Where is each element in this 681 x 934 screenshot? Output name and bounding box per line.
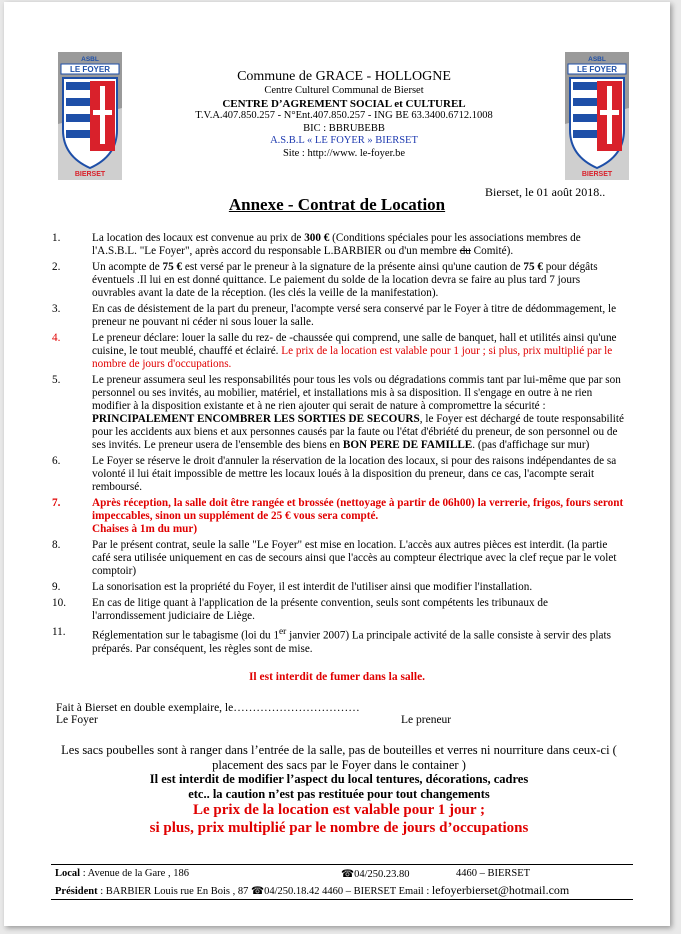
clause-number: 10.: [52, 597, 66, 609]
clause-text: est versé par le preneur à la signature de la présente ainsi qu'une caution de: [182, 261, 524, 273]
svg-text:LE FOYER: LE FOYER: [576, 65, 618, 74]
clause-text: , le Foyer est déchargé de toute responsabilité pour les accidents aux biens et aux personnes causés par la faute ou l'état d'ébriété du preneur, de son personnel ou de ses invités. Le preneur usera de l'ensemble des biens en: [92, 413, 624, 451]
clause-text: . (pas d'affichage sur mur): [472, 439, 590, 451]
president-phone: ☎04/250.18.42: [251, 886, 320, 897]
footer-local-row: [55, 868, 189, 879]
acompte-amount: 75 €: [162, 261, 183, 273]
le-foyer-logo-left: [58, 52, 122, 180]
caution-amount: 75 €: [523, 261, 543, 273]
caution-warning: etc.. la caution n’est pas restituée pour tout changements: [188, 786, 490, 801]
price-validity-note: Le prix de la location est valable pour 1 jour ; si plus, prix multiplié par le nombre de jours d'occupations.: [92, 345, 613, 370]
clause-number: 8.: [52, 539, 61, 551]
commune-name: Commune de GRACE - HOLLOGNE: [237, 69, 451, 84]
struck-text: du: [459, 245, 471, 257]
date-line: Bierset, le 01 août 2018..: [485, 185, 606, 199]
clause-number: 9.: [52, 581, 61, 593]
svg-text:BIERSET: BIERSET: [581, 171, 613, 178]
clause-text: Le preneur assumera seul les responsabilités pour tous les vols ou dégradations commis tant par lui-même que par son personnel ou ses invités, au mobilier, matériel, et installations mis à sa disposition. Il s'engage en outre à ne rien modifier à la disposition existante et à ne rien ajouter qui serait de nature à compromettre la sécurité :: [92, 374, 621, 412]
clause-4: [52, 332, 624, 371]
clause-text: La location des locaux est convenue au prix de: [92, 232, 305, 244]
tva-line: T.V.A.407.850.257 - N°Ent.407.850.257 - ING BE 63.3400.6712.1008: [195, 110, 493, 121]
clause-number: 11.: [52, 626, 66, 638]
email-address[interactable]: lefoyerbierset@hotmail.com: [431, 883, 570, 897]
clause-9: [52, 581, 624, 594]
clause-text: Réglementation sur le tabagisme (loi du 1: [92, 629, 280, 642]
clause-text: En cas de litige quant à l'application de la présente convention, seuls sont compétents les tribunaux de l'arrondissement judiciaire de Liège.: [92, 597, 548, 622]
president-address: : BARBIER Louis rue En Bois , 87: [97, 886, 251, 897]
clause-text: pour dégâts éventuels .Il lui en est donné quittance. Le paiement du solde de la location devra se faire au plus tard 7 jours ouvrables avant la date de la réception. (les clés la veille de la manifestation).: [92, 261, 598, 299]
clause-text: Après réception, la salle doit être rangée et brossée (nettoyage à partir de 06h00) la verrerie, frigos, fours seront impeccables, sinon un supplément de 25 € vous sera compté.: [92, 497, 624, 522]
chairs-note: Chaises à 1m du mur): [92, 523, 198, 535]
made-in-line: Fait à Bierset en double exemplaire, le……………………………: [56, 702, 360, 714]
clause-7: [52, 497, 624, 536]
asbl-name: A.S.B.L « LE FOYER » BIERSET: [270, 135, 418, 146]
clause-number: 3.: [52, 303, 61, 315]
website-line[interactable]: Site : http://www. le-foyer.be: [282, 147, 406, 159]
clause-text: En cas de désistement de la part du preneur, l'acompte versé sera conservé par le Foyer à titre de dédommagement, le preneur ne pouvant ni céder ni sous louer la salle.: [92, 303, 617, 328]
footer-contact: [51, 864, 633, 900]
clause-text: Par le présent contrat, seule la salle "Le Foyer" est mise en location. L'accès aux autres pièces est interdit. (la partie café sera utilisée uniquement en cas de secours ainsi que l'accès au compteur électrique avec la clef reçue par le volet comptoir): [92, 539, 617, 577]
le-foyer-logo-right: [565, 52, 629, 180]
signature-preneur: Le preneur: [401, 714, 452, 726]
emergency-exits-warning: PRINCIPALEMENT ENCOMBRER LES SORTIES DE SECOURS: [92, 413, 420, 425]
clause-text: La sonorisation est la propriété du Foyer, il est interdit de l'utiliser ainsi que modifier l'installation.: [92, 581, 533, 593]
document-page: [4, 2, 670, 926]
clause-6: [52, 455, 624, 494]
clause-number: 7.: [52, 497, 61, 509]
clause-text: Comité).: [470, 245, 514, 257]
clause-number: 1.: [52, 232, 61, 244]
local-address: : Avenue de la Gare , 186: [80, 868, 189, 879]
clause-10: [52, 597, 624, 623]
clause-2: [52, 261, 624, 300]
clause-8: [52, 539, 624, 578]
clause-11: [52, 626, 624, 656]
clause-number: 4.: [52, 332, 61, 344]
clause-number: 6.: [52, 455, 61, 467]
clause-5: [52, 374, 624, 452]
local-phone: ☎04/250.23.80: [341, 869, 410, 880]
clause-1: [52, 232, 624, 258]
president-city: 4460 – BIERSET Email :: [319, 886, 432, 897]
local-label: Local: [55, 868, 81, 879]
centre-culturel: Centre Culturel Communal de Bierset: [264, 85, 424, 96]
no-smoking-notice: Il est interdit de fumer dans la salle.: [248, 671, 426, 683]
bon-pere-de-famille: BON PERE DE FAMILLE: [342, 439, 473, 451]
letterhead: [154, 68, 534, 160]
clause-text: Un acompte de: [92, 261, 163, 273]
rental-price: 300 €: [304, 232, 330, 244]
svg-text:ASBL: ASBL: [588, 56, 606, 63]
president-label: Président: [55, 886, 98, 897]
clause-number: 5.: [52, 374, 61, 386]
footer-president-row: [55, 883, 569, 898]
superscript: er: [279, 627, 287, 637]
svg-text:ASBL: ASBL: [81, 56, 99, 63]
price-validity-line-2: si plus, prix multiplié par le nombre de jours d’occupations: [149, 820, 529, 836]
signature-foyer: Le Foyer: [56, 714, 98, 726]
modify-warning: Il est interdit de modifier l’aspect du local tentures, décorations, cadres: [149, 772, 529, 786]
clause-text: (Conditions spéciales pour les associations membres de l'A.S.B.L. "Le Foyer", après accord du responsable L.BARBIER ou d'un membre: [92, 232, 581, 257]
svg-text:BIERSET: BIERSET: [74, 171, 106, 178]
clause-text: Le Foyer se réserve le droit d'annuler la réservation de la location des locaux, si pour des raisons indépendantes de sa volonté il lui était impossible de mettre les locaux loués à la disposition du preneur, dans ce cas, l'acompte serait remboursé.: [92, 455, 617, 493]
clause-number: 2.: [52, 261, 61, 273]
clause-text: Le preneur déclare: louer la salle du rez- de -chaussée qui comprend, une salle de banquet, hall et utilités ainsi qu'une cuisine, le tout meublé, chauffé et éclairé.: [92, 332, 617, 357]
clause-list: [52, 232, 624, 659]
additional-notes: [34, 743, 644, 837]
price-validity-line-1: Le prix de la location est valable pour 1 jour ;: [193, 802, 485, 818]
clause-3: [52, 303, 624, 329]
centre-agrement: CENTRE D’AGREMENT SOCIAL et CULTUREL: [222, 97, 466, 110]
bags-note: Les sacs poubelles sont à ranger dans l’entrée de la salle, pas de bouteilles et verres ni nourriture dans ceux-ci ( placement des sacs par le Foyer dans le container ): [61, 743, 617, 772]
clause-text: janvier 2007) La principale activité de la salle consiste à servir des plats préparés. Par conséquent, les règles sont de mise.: [92, 629, 611, 655]
svg-text:LE FOYER: LE FOYER: [69, 65, 111, 74]
document-title: Annexe - Contrat de Location: [228, 195, 446, 214]
bic-line: BIC : BBRUBEBB: [303, 122, 385, 134]
local-city: 4460 – BIERSET: [456, 868, 531, 879]
